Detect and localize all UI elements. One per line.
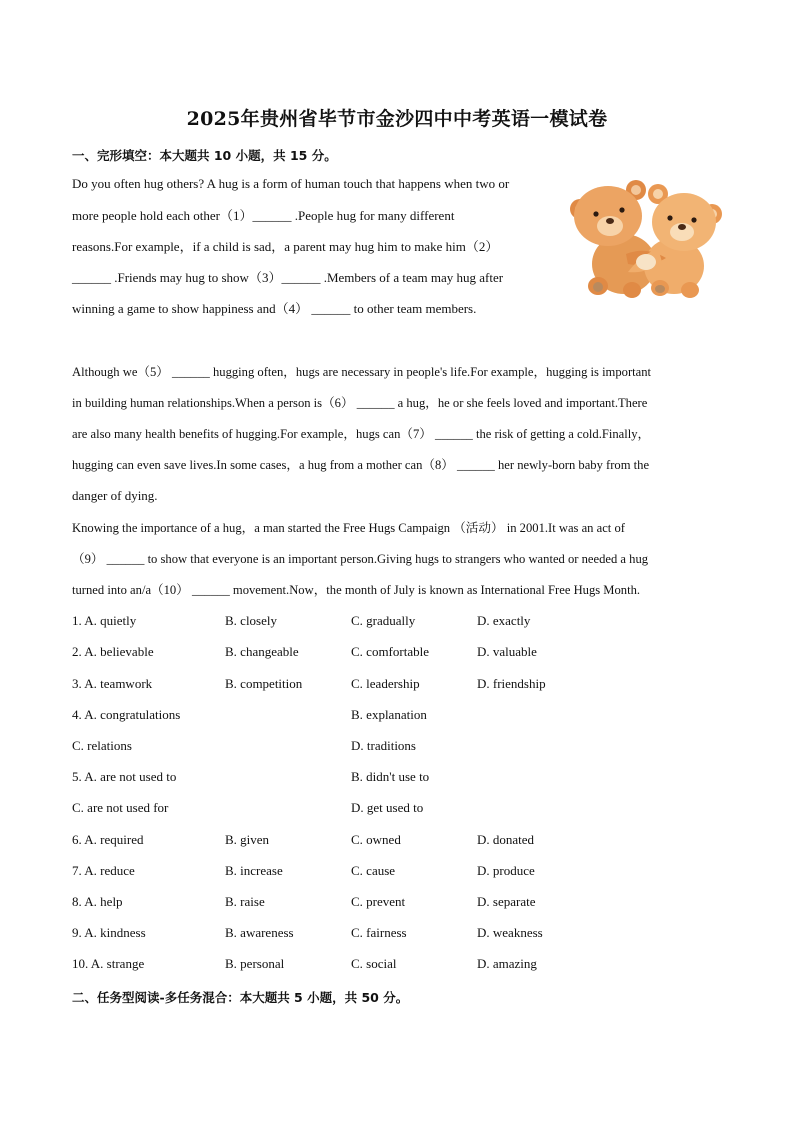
option-c[interactable]: C. are not used for xyxy=(72,800,169,815)
passage-line: hugging can even save lives.In some cases，a hug from a mother can（8） ______ her newly-born baby from the xyxy=(72,458,650,472)
passage-line: reasons.For example，if a child is sad，a parent may hug him to make him（2） xyxy=(72,239,499,254)
option-a[interactable]: 4. A. congratulations xyxy=(72,707,181,722)
option-b[interactable]: B. raise xyxy=(225,894,265,909)
option-d[interactable]: D. separate xyxy=(477,894,536,909)
passage-line: Do you often hug others? A hug is a form of human touch that happens when two or xyxy=(72,176,510,191)
hugging-bears-illustration xyxy=(566,176,724,300)
option-a[interactable]: 2. A. believable xyxy=(72,644,154,659)
passage-line: Knowing the importance of a hug，a man started the Free Hugs Campaign （活动） in 2001.It was an act of xyxy=(72,521,625,535)
option-b[interactable]: B. didn't use to xyxy=(351,769,430,784)
option-b[interactable]: B. awareness xyxy=(225,925,294,940)
option-c[interactable]: C. comfortable xyxy=(351,644,429,659)
passage-line: Although we（5） ______ hugging often，hugs are necessary in people's life.For example，hugging is important xyxy=(72,365,652,379)
option-b[interactable]: B. competition xyxy=(225,676,303,691)
option-b[interactable]: B. closely xyxy=(225,613,277,628)
passage-line: turned into an/a（10） ______ movement.Now，the month of July is known as International Free Hugs Month. xyxy=(72,583,641,597)
option-b[interactable]: B. explanation xyxy=(351,707,427,722)
option-a[interactable]: 6. A. required xyxy=(72,832,144,847)
option-b[interactable]: B. changeable xyxy=(225,644,299,659)
option-d[interactable]: D. weakness xyxy=(477,925,543,940)
option-a[interactable]: 3. A. teamwork xyxy=(72,676,153,691)
option-b[interactable]: B. given xyxy=(225,832,270,847)
option-d[interactable]: D. valuable xyxy=(477,644,537,659)
passage-line: are also many health benefits of hugging.For example，hugs can（7） ______ the risk of getting a cold.Finally， xyxy=(72,427,651,441)
option-d[interactable]: D. produce xyxy=(477,863,535,878)
passage-line: winning a game to show happiness and（4） ______ to other team members. xyxy=(72,301,477,316)
option-c[interactable]: C. cause xyxy=(351,863,396,878)
passage-line: danger of dying. xyxy=(72,488,158,503)
left-bear-icon xyxy=(570,180,656,298)
option-c[interactable]: C. social xyxy=(351,956,397,971)
option-a[interactable]: 1. A. quietly xyxy=(72,613,137,628)
option-c[interactable]: C. gradually xyxy=(351,613,416,628)
option-d[interactable]: D. traditions xyxy=(351,738,416,753)
option-c[interactable]: C. owned xyxy=(351,832,401,847)
option-d[interactable]: D. get used to xyxy=(351,800,424,815)
page-title: 2025年贵州省毕节市金沙四中中考英语一模试卷 xyxy=(186,108,608,130)
section-heading-task-reading: 二、任务型阅读-多任务混合：本大题共 5 小题，共 50 分。 xyxy=(72,990,409,1005)
option-b[interactable]: B. increase xyxy=(225,863,283,878)
option-c[interactable]: C. fairness xyxy=(351,925,407,940)
passage-line: （9） ______ to show that everyone is an important person.Giving hugs to strangers who wanted or needed a hug xyxy=(72,552,649,566)
option-a[interactable]: 5. A. are not used to xyxy=(72,769,177,784)
option-d[interactable]: D. friendship xyxy=(477,676,546,691)
option-a[interactable]: 9. A. kindness xyxy=(72,925,146,940)
option-c[interactable]: C. leadership xyxy=(351,676,420,691)
option-c[interactable]: C. relations xyxy=(72,738,132,753)
passage-line: ______ .Friends may hug to show（3）______ .Members of a team may hug after xyxy=(72,270,504,285)
option-d[interactable]: D. donated xyxy=(477,832,535,847)
option-b[interactable]: B. personal xyxy=(225,956,285,971)
passage-line: more people hold each other（1）______ .People hug for many different xyxy=(72,208,455,223)
option-a[interactable]: 7. A. reduce xyxy=(72,863,135,878)
option-c[interactable]: C. prevent xyxy=(351,894,406,909)
passage-line: in building human relationships.When a person is（6） ______ a hug，he or she feels loved and important.There xyxy=(72,396,648,410)
option-a[interactable]: 10. A. strange xyxy=(72,956,145,971)
section-heading-cloze: 一、完形填空：本大题共 10 小题，共 15 分。 xyxy=(72,148,337,163)
right-bear-icon xyxy=(644,184,722,298)
option-a[interactable]: 8. A. help xyxy=(72,894,123,909)
option-d[interactable]: D. amazing xyxy=(477,956,537,971)
option-d[interactable]: D. exactly xyxy=(477,613,531,628)
